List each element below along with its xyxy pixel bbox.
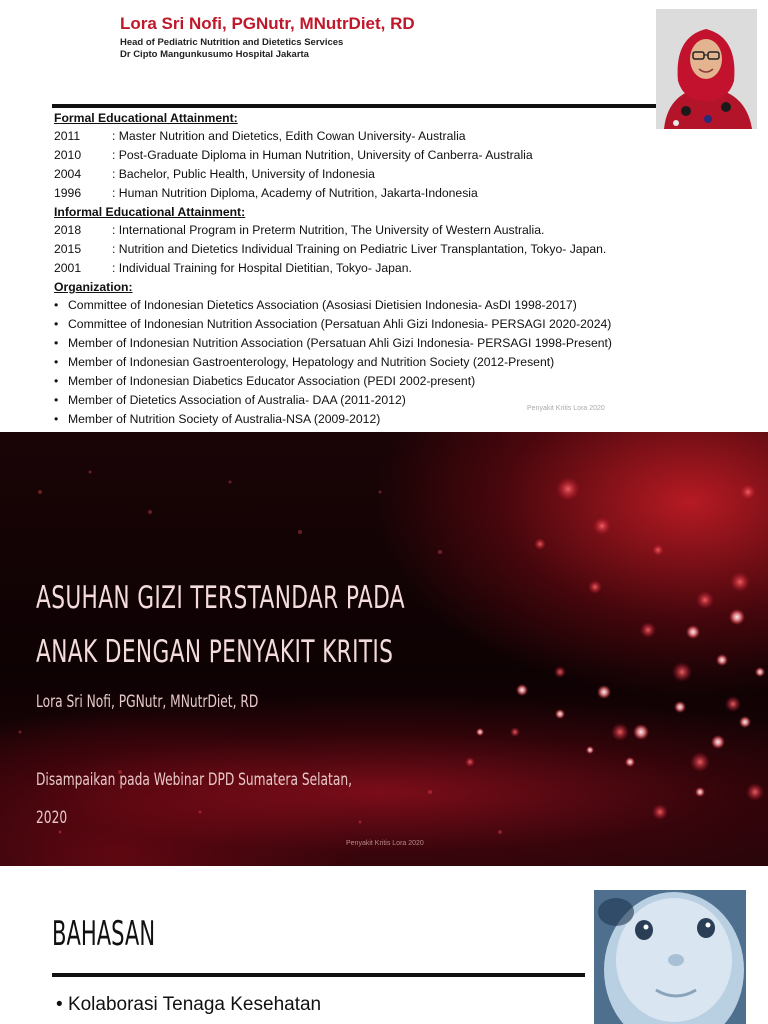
education-row (54, 127, 704, 146)
heading-divider (52, 973, 585, 977)
bahasan-item (56, 994, 321, 1016)
formal-education-heading: Formal Educational Attainment: (54, 111, 238, 125)
informal-education-heading: Informal Educational Attainment: (54, 205, 246, 219)
bullet-marker: • (54, 412, 59, 426)
training-year: 2001 (54, 261, 82, 275)
bullet-marker: • (54, 393, 59, 407)
slide-title-line2: ANAK DENGAN PENYAKIT KRITIS (36, 634, 394, 670)
title-slide (0, 432, 768, 866)
education-text: : Post-Graduate Diploma in Human Nutrition, University of Canberra- Australia (112, 148, 533, 162)
education-text: : Human Nutrition Diploma, Academy of Nutrition, Jakarta-Indonesia (112, 186, 478, 200)
education-year: 2010 (54, 148, 82, 162)
training-row (54, 259, 704, 278)
cv-content (54, 109, 704, 429)
training-year: 2015 (54, 242, 82, 256)
bullet-marker: • (54, 298, 59, 312)
training-row (54, 221, 704, 240)
organization-text: Member of Indonesian Gastroenterology, Hepatology and Nutrition Society (2012-Present) (68, 355, 555, 369)
bullet-marker: • (56, 994, 63, 1015)
organization-heading: Organization: (54, 280, 133, 294)
education-year: 2004 (54, 167, 82, 181)
slide-watermark: Penyakit Kritis Lora 2020 (527, 405, 605, 412)
organization-item (54, 410, 704, 429)
slide-watermark: Penyakit Kritis Lora 2020 (346, 840, 424, 847)
header-divider (52, 104, 656, 108)
bullet-marker: • (54, 355, 59, 369)
slide-event-year: 2020 (36, 808, 68, 828)
education-row (54, 184, 704, 203)
organization-item (54, 391, 704, 410)
education-text: : Bachelor, Public Health, University of Indonesia (112, 167, 375, 181)
bullet-marker: • (54, 374, 59, 388)
organization-item (54, 296, 704, 315)
organization-text: Committee of Indonesian Nutrition Association (Persatuan Ahli Gizi Indonesia- PERSAGI 2020-2024) (68, 317, 612, 331)
slide-event-line1: Disampaikan pada Webinar DPD Sumatera Selatan, (36, 770, 353, 790)
organization-text: Member of Indonesian Diabetics Educator Association (PEDI 2002-present) (68, 374, 476, 388)
organization-item (54, 372, 704, 391)
organization-text: Member of Dietetics Association of Australia- DAA (2011-2012) (68, 393, 406, 407)
training-row (54, 240, 704, 259)
bahasan-slide (0, 866, 768, 1024)
bullet-marker: • (54, 336, 59, 350)
education-year: 1996 (54, 186, 82, 200)
education-row (54, 165, 704, 184)
training-year: 2018 (54, 223, 82, 237)
education-row (54, 146, 704, 165)
baby-photo (594, 890, 746, 1024)
organization-text: Member of Nutrition Society of Australia-NSA (2009-2012) (68, 412, 381, 426)
organization-item (54, 315, 704, 334)
organization-item (54, 334, 704, 353)
education-year: 2011 (54, 129, 81, 143)
presenter-name: Lora Sri Nofi, PGNutr, MNutrDiet, RD (120, 14, 415, 33)
training-text: : Individual Training for Hospital Dietitian, Tokyo- Japan. (112, 261, 412, 275)
organization-text: Committee of Indonesian Dietetics Association (Asosiasi Dietisien Indonesia- AsDI 1998-2017) (68, 298, 577, 312)
slide-author: Lora Sri Nofi, PGNutr, MNutrDiet, RD (36, 692, 259, 712)
presenter-position: Head of Pediatric Nutrition and Dietetics Services (120, 37, 344, 48)
bahasan-item-text: Kolaborasi Tenaga Kesehatan (67, 994, 322, 1015)
bullet-marker: • (54, 317, 59, 331)
training-text: : Nutrition and Dietetics Individual Training on Pediatric Liver Transplantation, Tokyo- Japan. (112, 242, 607, 256)
organization-item (54, 353, 704, 372)
presenter-institution: Dr Cipto Mangunkusumo Hospital Jakarta (120, 49, 309, 60)
bahasan-heading: BAHASAN (52, 914, 156, 954)
cv-slide (0, 0, 768, 432)
organization-text: Member of Indonesian Nutrition Association (Persatuan Ahli Gizi Indonesia- PERSAGI 1998-Present) (68, 336, 612, 350)
education-text: : Master Nutrition and Dietetics, Edith Cowan University- Australia (112, 129, 466, 143)
training-text: : International Program in Preterm Nutrition, The University of Western Australia. (112, 223, 545, 237)
slide-title-line1: ASUHAN GIZI TERSTANDAR PADA (36, 580, 405, 616)
